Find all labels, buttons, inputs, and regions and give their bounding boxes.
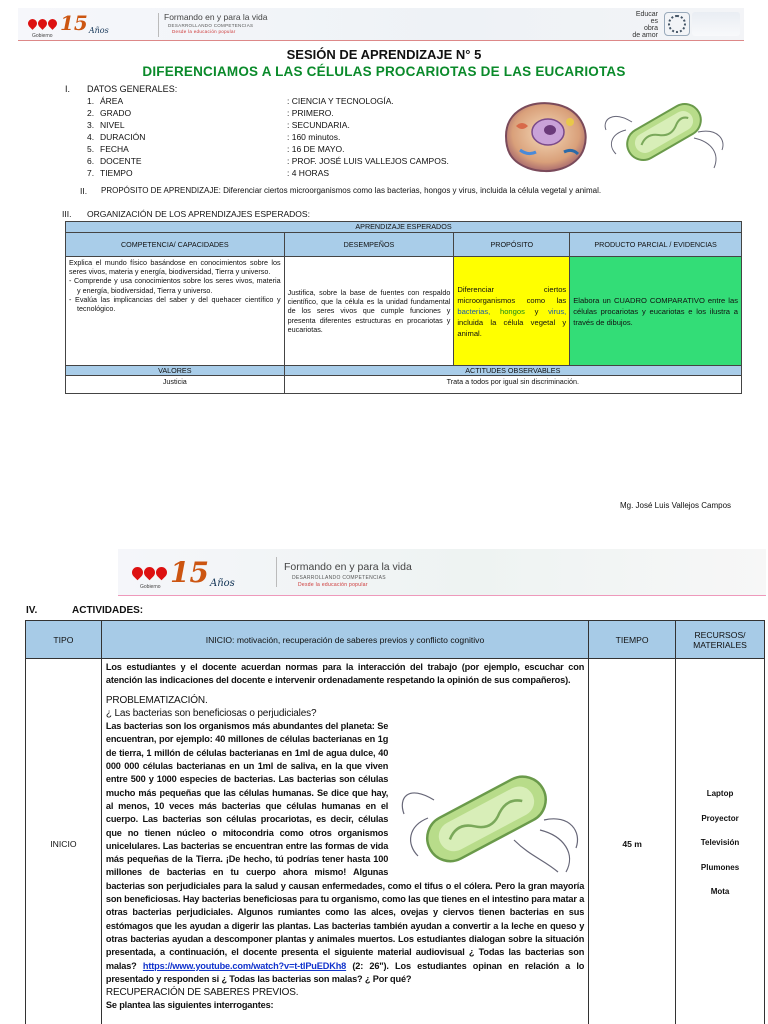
datos-value: : CIENCIA Y TECNOLOGÍA.	[287, 96, 394, 106]
section-1-label: DATOS GENERALES:	[87, 84, 178, 94]
resource-item: Laptop	[706, 789, 734, 799]
educar-logo: Educar es obra de amor	[632, 11, 658, 39]
datos-number: 4.	[87, 132, 95, 142]
slogan: Formando en y para la vida	[284, 561, 412, 573]
youtube-link[interactable]: https://www.youtube.com/watch?v=t-tIPuEDKh8	[142, 960, 347, 971]
gov-label: Gobierno	[140, 584, 161, 590]
table2-header-tiempo: TIEMPO	[589, 621, 676, 659]
datos-number: 7.	[87, 168, 95, 178]
capacidad-item: - Evalúa las implicancias del saber y del quehacer científico y tecnológico.	[69, 295, 281, 313]
datos-key: DURACIÓN	[100, 132, 146, 142]
competencia-text: Explica el mundo físico basándose en conocimientos sobre los seres vivos, materia y energía, biodiversidad, Tierra y universo.	[69, 258, 281, 277]
table1-header-proposito: PROPÓSITO	[454, 233, 570, 257]
animal-cell-illustration	[498, 96, 594, 176]
table2-recursos	[676, 659, 765, 1024]
table1-header-desempenos: DESEMPEÑOS	[284, 233, 454, 257]
table1-top-header: APRENDIZAJE ESPERADOS	[66, 222, 742, 233]
table1-header-competencia: COMPETENCIA/ CAPACIDADES	[66, 233, 285, 257]
table2-header-tipo: TIPO	[26, 621, 102, 659]
anniversary-number: 15	[60, 11, 88, 35]
school-seal-icon	[664, 12, 690, 36]
slogan: Formando en y para la vida	[164, 12, 268, 22]
seal-banner	[692, 12, 740, 36]
section-3-label: ORGANIZACIÓN DE LOS APRENDIZAJES ESPERADOS:	[87, 209, 310, 219]
table1-producto-cell: Elabora un CUADRO COMPARATIVO entre las células procariotas y eucariotas e los ilustra a través de dibujos.	[570, 257, 742, 366]
school-logo-2	[132, 556, 235, 589]
hearts-icon	[28, 19, 57, 28]
problematizacion-heading: PROBLEMATIZACIÓN.	[105, 694, 208, 706]
actividades-table	[25, 620, 765, 1024]
capacidad-item: - Comprende y usa conocimientos sobre los seres vivos, materia y energía, biodiversidad, Tierra y universo.	[69, 276, 281, 294]
datos-key: ÁREA	[100, 96, 124, 106]
section-3-roman: III.	[62, 209, 72, 219]
table2-header-inicio: INICIO: motivación, recuperación de saberes previos y conflicto cognitivo	[101, 621, 588, 659]
session-title: SESIÓN DE APRENDIZAJE N° 5	[286, 47, 482, 62]
gov-label: Gobierno	[32, 33, 53, 39]
table1-valores-header: VALORES	[66, 366, 285, 376]
table1-valor: Justicia	[66, 376, 285, 394]
anniversary-word: Años	[209, 578, 235, 589]
table2-inicio-cell	[101, 659, 588, 1024]
resource-item: Proyector	[701, 813, 739, 823]
datos-value: : PRIMERO.	[287, 108, 334, 118]
resource-item: Plumones	[700, 862, 740, 872]
session-subtitle: DIFERENCIAMOS A LAS CÉLULAS PROCARIOTAS DE LAS EUCARIOTAS	[142, 64, 626, 79]
bacteria-paragraph: Las bacterias son los organismos más abundantes del planeta: Se encuentran, por ejemplo: 40 millones de células bacterianas en 1g de tierra, 1 millón de células bacterianas en 1ml de agua dulce, 40 000 000 células bacterianas en un 1ml de saliva, en la que viven entre 500 y 1000 especies de bacterias. Las bacterias son células mucho más pequeñas que las células humanas. Se dice que hay, al menos, 10 veces más bacterias que células humanas en el cuerpo. Las bacterias son células procariotas, es decir, células que no tienen núcleo o mitocondria como otros organismos unicelulares. Las bacterias se encuentran entre las formas de vida más pequeñas de la Tierra. ¡De hecho, tú podrías tener hasta 100 millones de bacterias en tu cuerpo ahora mismo! Algunas bacterias son perjudiciales para la salud y causan enfermedades, como el tifus o el cólera. Pero la gran mayoría son beneficiosas. Hay bacterias beneficiosas para tu organismo, como las que tienes en el intestino para matar a otras bacterias perjudiciales. Algunos rumiantes como las alces, ovejas y ciervos tienen bacterias en sus estómagos que les ayudan a digerir las plantas. Las bacterias también ayudan a convertir a la leche en queso y otras bacterias ayudan a descomponer plantas y animales muertos. Los estudiantes dialogan sobre la situación presentada, a continuación, el docente presenta el siguiente material audiovisual ¿ Todas las bacterias son malas?	[105, 721, 585, 971]
slogan-sub: DESARROLLANDO COMPETENCIAS	[292, 575, 386, 581]
slogan-sub: DESARROLLANDO COMPETENCIAS	[168, 23, 254, 28]
table1-desempeno-cell: Justifica, sobre la base de fuentes con respaldo científico, que la célula es la unidad fundamental de los seres vivos que cumple funciones y presenta diferentes estructuras en procariotas y eucariotas.	[284, 257, 454, 366]
section-2-text: Diferenciar ciertos microorganismos como las bacterias, hongos y virus, incluida la célula vegetal y animal.	[223, 186, 602, 195]
header-rule	[18, 40, 744, 41]
bacteria-illustration	[394, 760, 584, 875]
resource-item: Televisión	[700, 838, 740, 848]
header-divider	[158, 13, 159, 37]
hearts-icon	[132, 567, 167, 578]
section-2	[101, 186, 601, 195]
datos-value: : 16 DE MAYO.	[287, 144, 345, 154]
datos-key: DOCENTE	[100, 156, 142, 166]
recuperacion-heading: RECUPERACIÓN DE SABERES PREVIOS.	[105, 987, 299, 999]
datos-number: 2.	[87, 108, 95, 118]
problem-question: ¿ Las bacterias son beneficiosas o perjudiciales?	[105, 707, 317, 719]
datos-number: 1.	[87, 96, 95, 106]
datos-key: NIVEL	[100, 120, 125, 130]
datos-key: GRADO	[100, 108, 132, 118]
aprendizajes-table	[65, 221, 742, 394]
section-1-roman: I.	[65, 84, 71, 94]
bacteria-illustration	[602, 90, 726, 174]
capacidades-list	[69, 276, 281, 313]
resource-item: Mota	[710, 887, 730, 897]
school-logo	[28, 11, 109, 39]
datos-number: 3.	[87, 120, 95, 130]
datos-value: : 160 minutos.	[287, 132, 341, 142]
table1-actitudes-header: ACTITUDES OBSERVABLES	[284, 366, 741, 376]
section-2-roman: II.	[80, 186, 88, 196]
recuperacion-text: Se plantea las siguientes interrogantes:	[105, 1000, 274, 1011]
slogan-sub2: Desde la educación popular	[298, 582, 368, 588]
header-rule	[118, 595, 766, 596]
datos-number: 5.	[87, 144, 95, 154]
datos-value: : PROF. JOSÉ LUIS VALLEJOS CAMPOS.	[287, 156, 449, 166]
section-4-roman: IV.	[26, 605, 38, 616]
table1-header-producto: PRODUCTO PARCIAL / EVIDENCIAS	[570, 233, 742, 257]
section-2-label: PROPÓSITO DE APRENDIZAJE:	[101, 186, 221, 195]
slogan-sub2: Desde la educación popular	[172, 29, 236, 34]
teacher-signature: Mg. José Luis Vallejos Campos	[620, 501, 732, 510]
bacteria-paragraph-end: (2: 26"). Los estudiantes opinan en relación a lo presentado y responden si ¿ Todas las bacterias son malas? ¿ Por qué?	[105, 960, 585, 984]
datos-key: TIEMPO	[100, 168, 133, 178]
table2-tiempo: 45 m	[589, 659, 676, 1024]
table1-actitud: Trata a todos por igual sin discriminación.	[284, 376, 741, 394]
norms-paragraph: Los estudiantes y el docente acuerdan normas para la interacción del trabajo (por ejemplo, escuchar con atención las indicaciones del docente e intervenir ordenadamente respetando la opinión de sus compañeros).	[105, 662, 585, 686]
table1-proposito-cell: Diferenciar ciertos microorganismos como las bacterias, hongos y virus, incluida la célula vegetal y animal.	[454, 257, 570, 366]
header-divider	[276, 557, 277, 587]
datos-key: FECHA	[100, 144, 129, 154]
anniversary-number: 15	[170, 556, 209, 589]
datos-number: 6.	[87, 156, 95, 166]
table1-competencia-cell	[66, 257, 285, 366]
table2-tipo: INICIO	[26, 659, 102, 1024]
datos-value: : SECUNDARIA.	[287, 120, 350, 130]
table2-header-recursos: RECURSOS/ MATERIALES	[676, 621, 765, 659]
datos-value: : 4 HORAS	[287, 168, 330, 178]
anniversary-word: Años	[88, 26, 109, 35]
section-4-label: ACTIVIDADES:	[72, 605, 144, 616]
